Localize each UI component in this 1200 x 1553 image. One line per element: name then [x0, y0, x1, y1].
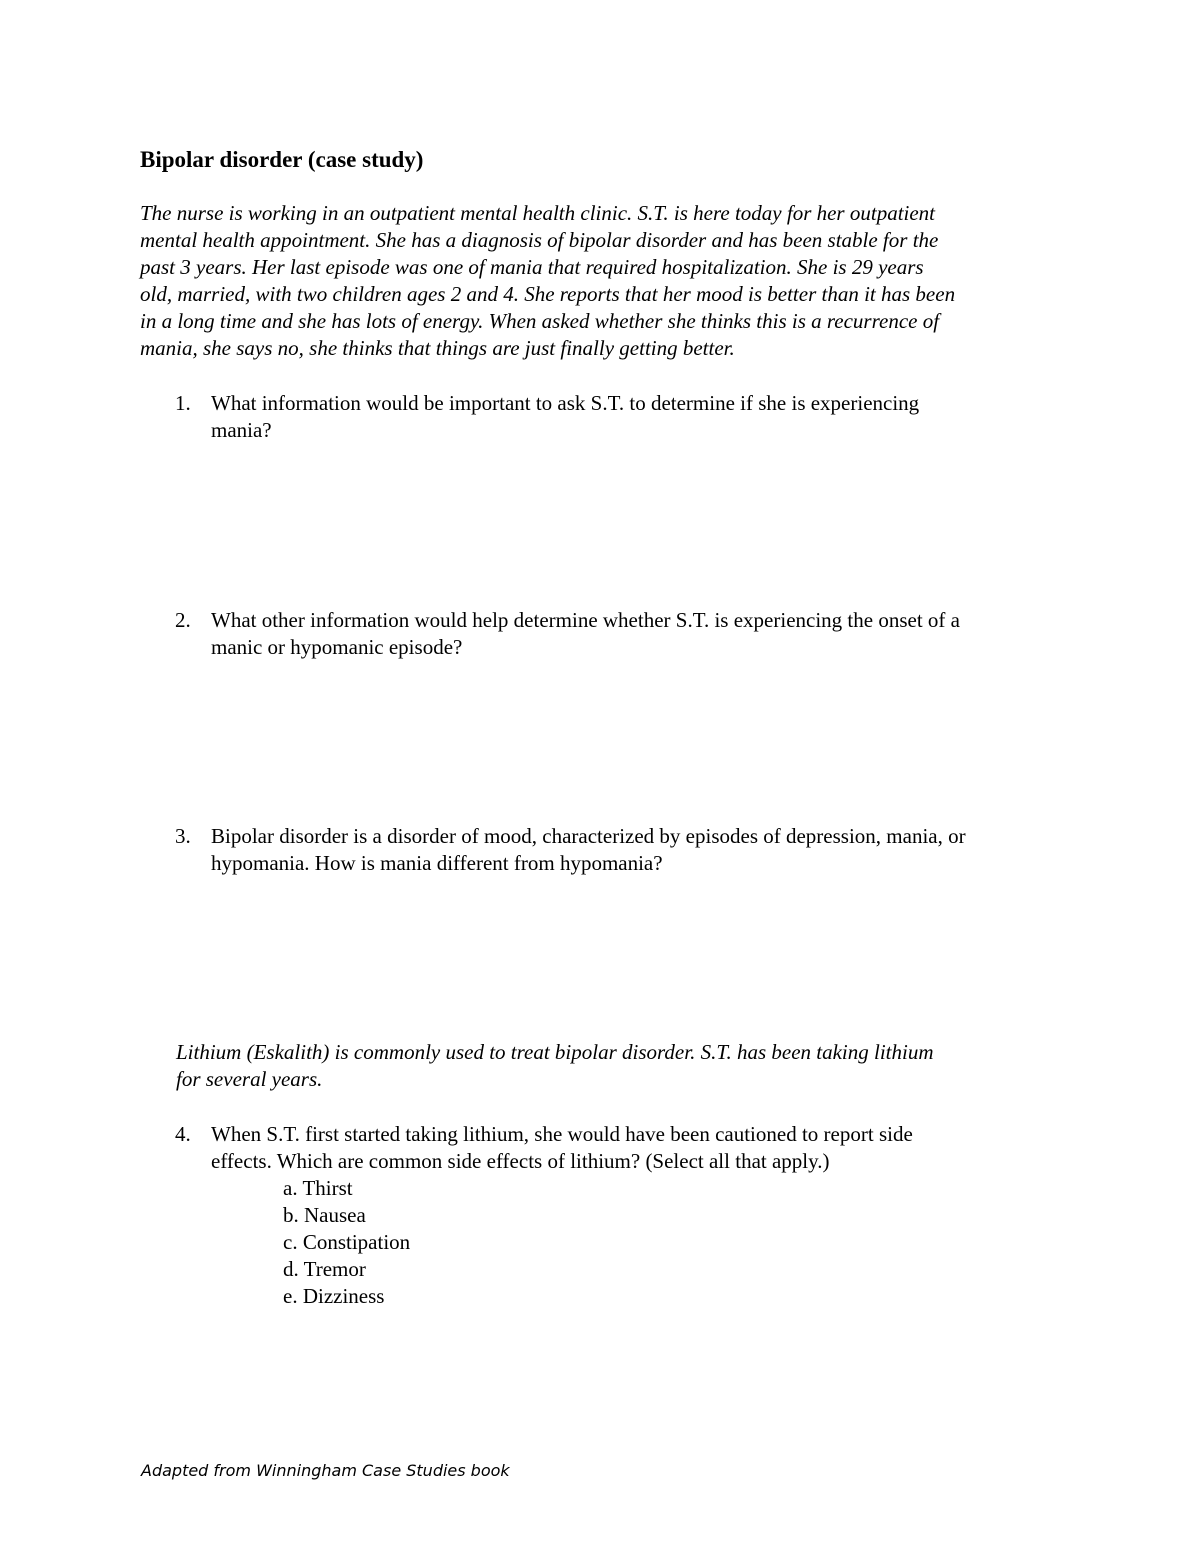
answer-option-a: a. Thirst — [283, 1176, 353, 1200]
answer-option-c: c. Constipation — [283, 1230, 411, 1254]
question-3 — [175, 823, 966, 877]
answer-option-e: e. Dizziness — [283, 1284, 385, 1308]
intro-line: mania, she says no, she thinks that things are just finally getting better. — [140, 336, 735, 360]
lithium-intro-paragraph — [176, 1039, 934, 1093]
question-number: 3. — [175, 824, 191, 848]
footer-attribution: Adapted from Winningham Case Studies book — [141, 1461, 510, 1480]
intro-line: The nurse is working in an outpatient mental health clinic. S.T. is here today for her outpatient — [140, 201, 936, 225]
lithium-intro-line: for several years. — [176, 1067, 323, 1091]
answer-option-b: b. Nausea — [283, 1203, 366, 1227]
answer-option-d: d. Tremor — [283, 1257, 366, 1281]
question-text — [211, 390, 919, 444]
question-number: 4. — [175, 1122, 191, 1146]
question-line: effects. Which are common side effects of lithium? (Select all that apply.) — [211, 1149, 830, 1173]
question-1 — [175, 390, 919, 444]
question-text — [211, 1121, 913, 1175]
intro-line: mental health appointment. She has a diagnosis of bipolar disorder and has been stable for the — [140, 228, 939, 252]
intro-line: in a long time and she has lots of energy. When asked whether she thinks this is a recurrence of — [140, 309, 940, 333]
question-4 — [175, 1121, 913, 1175]
question-line: mania? — [211, 418, 272, 442]
intro-line: past 3 years. Her last episode was one of mania that required hospitalization. She is 29 years — [140, 255, 924, 279]
question-line: hypomania. How is mania different from hypomania? — [211, 851, 663, 875]
question-number: 2. — [175, 608, 191, 632]
question-line: manic or hypomanic episode? — [211, 635, 463, 659]
question-number: 1. — [175, 391, 191, 415]
question-text — [211, 823, 966, 877]
question-text — [211, 607, 960, 661]
question-line: What information would be important to ask S.T. to determine if she is experiencing — [211, 391, 920, 415]
answer-options — [283, 1175, 410, 1310]
question-2 — [175, 607, 960, 661]
question-line: What other information would help determine whether S.T. is experiencing the onset of a — [211, 608, 960, 632]
question-line: Bipolar disorder is a disorder of mood, characterized by episodes of depression, mania, or — [211, 824, 966, 848]
intro-line: old, married, with two children ages 2 and 4. She reports that her mood is better than it has been — [140, 282, 956, 306]
document-title: Bipolar disorder (case study) — [140, 147, 424, 172]
question-line: When S.T. first started taking lithium, she would have been cautioned to report side — [211, 1122, 913, 1146]
lithium-intro-line: Lithium (Eskalith) is commonly used to treat bipolar disorder. S.T. has been taking lithium — [176, 1040, 934, 1064]
case-intro-paragraph — [140, 200, 1080, 362]
